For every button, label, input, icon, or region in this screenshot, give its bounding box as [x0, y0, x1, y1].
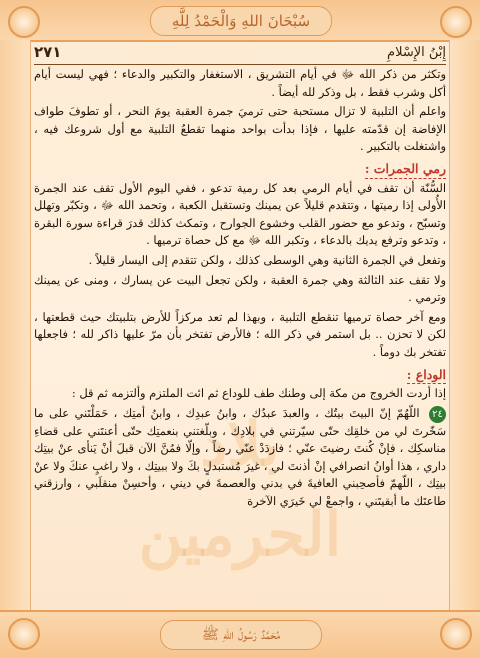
watermark: بلاد الحرمين: [138, 410, 342, 570]
paragraph: ومع آخر حصاة ترميها تنقطع التلبية ، وبهذا لم تعد مركزاً للأرض بتلبيتك حيث قطعتها ، لكن لا تحزن .. بل استمر في ذكر الله ؛ فالأرض تفتخر بأن مرّ عليها ذاكر لله ؛ فاجعلها تفتخر بك دوماً .: [34, 309, 446, 359]
paragraph: وتكثر من ذكر الله ﷻ في أيام التشريق ، الاستغفار والتكبير والدعاء ؛ فهي ليست أيام أكل وشرب فقط ، بل وذكر لله أيضاً .: [34, 67, 446, 99]
paragraph: إذا أردت الخروج من مكة إلى وطنك طف للوداع ثم ائت الملتزم وألتزمه ثم قل :: [71, 386, 446, 401]
book-title: إِبْنُ الإِسْلامِ: [387, 44, 446, 60]
section-heading-jamarat: رمي الجمرات :: [365, 160, 446, 179]
top-right-ornament-icon: [440, 6, 472, 38]
paragraph: ولا تقف عند الثالثة وهي جمرة العقبة ، ولكن تجعل البيت عن يسارك ، ومنى عن يمينك وترمي .: [34, 272, 446, 305]
bottom-left-ornament-icon: [8, 618, 40, 650]
dua-number-badge: ٢٤: [429, 406, 446, 423]
section-heading-farewell: الوداع :: [407, 366, 446, 385]
top-banner: سُبْحَانَ اللهِ وَالْحَمْدُ لِلَّهِ: [150, 6, 332, 36]
bottom-banner: مُحَمَّدٌ رَسُولُ اللهِ ﷺ: [160, 620, 322, 650]
dua-paragraph: [34, 405, 446, 511]
dua-text: اللّهُمّ إنّ البيتَ بيتُك ، والعبدَ عبدُك ، وابنُ عبدِك ، وابنُ أمتِك ، حَمَلْتَني على ما سَخّرتَ لي من خلقِك حتّى سيّرتني في بلادِك ، وبلّغتني بنعمتِك حتّى أعنتَني على قضاءِ مناسكِك ، فإنْ كُنتَ رضيتَ عنّي ؛ فازدَدْ عنّي رضاً ، وإلّا فمُنَّ الآن قبلَ أنْ يَنأى عنْ بيتِك داري ، هذا أوانُ انصرافي إنْ أذنتَ لي ، غيرَ مُستبدلٍ بكَ ولا ببيتِك ، ولا راغبٍ عنكَ ولا عنْ بيتِك ، اللّهمّ فأصحِبني العافيةَ في بدني والعصمةَ في ديني ، وأحسِنْ منقلَبي ، وارزقني طاعتَك ما أبقيتَني ، واجمعْ لي خَيرَي الآخرة: [34, 405, 446, 509]
left-frame: [0, 40, 31, 612]
right-frame: [449, 40, 480, 612]
page-header: [34, 40, 446, 65]
page-content: [34, 66, 446, 610]
paragraph: السُّنّة أن تقف في أيام الرمي بعد كل رمية تدعو ، ففي اليوم الأول تقف عند الجمرة الأُولى إذا رميتها ، وتتقدم قليلاً عن يمينك وتستقبل الكعبة ، وتحمد الله ﷻ ، وتكبّر وتهلل وتسبّح ، وتدعو مع حضور القلب وخشوع الجوارح ، وتمكث كذلك قدرَ قراءة سورة البقرة ، وتدعو وترفع يديك بالدعاء ، وتكبر الله ﷻ مع كل حصاة ترميها .: [34, 180, 446, 248]
bottom-right-ornament-icon: [440, 618, 472, 650]
page-number: ٢٧١: [34, 43, 62, 61]
paragraph: واعلم أن التلبية لا تزال مستحبة حتى ترميَ جمرة العقبة يومَ النحر ، أو تطوفَ طواف الإفاضة إن قدّمته عليها ، فإذا بدأت بواحد منهما تقطعُ التلبية مع أول شروعك فيه ، واشتغلت بالتكبير .: [34, 104, 446, 154]
top-left-ornament-icon: [8, 6, 40, 38]
paragraph: وتفعل في الجمرة الثانية وهي الوسطى كذلك ، ولكن تتقدم إلى اليسار قليلاً .: [88, 252, 446, 267]
